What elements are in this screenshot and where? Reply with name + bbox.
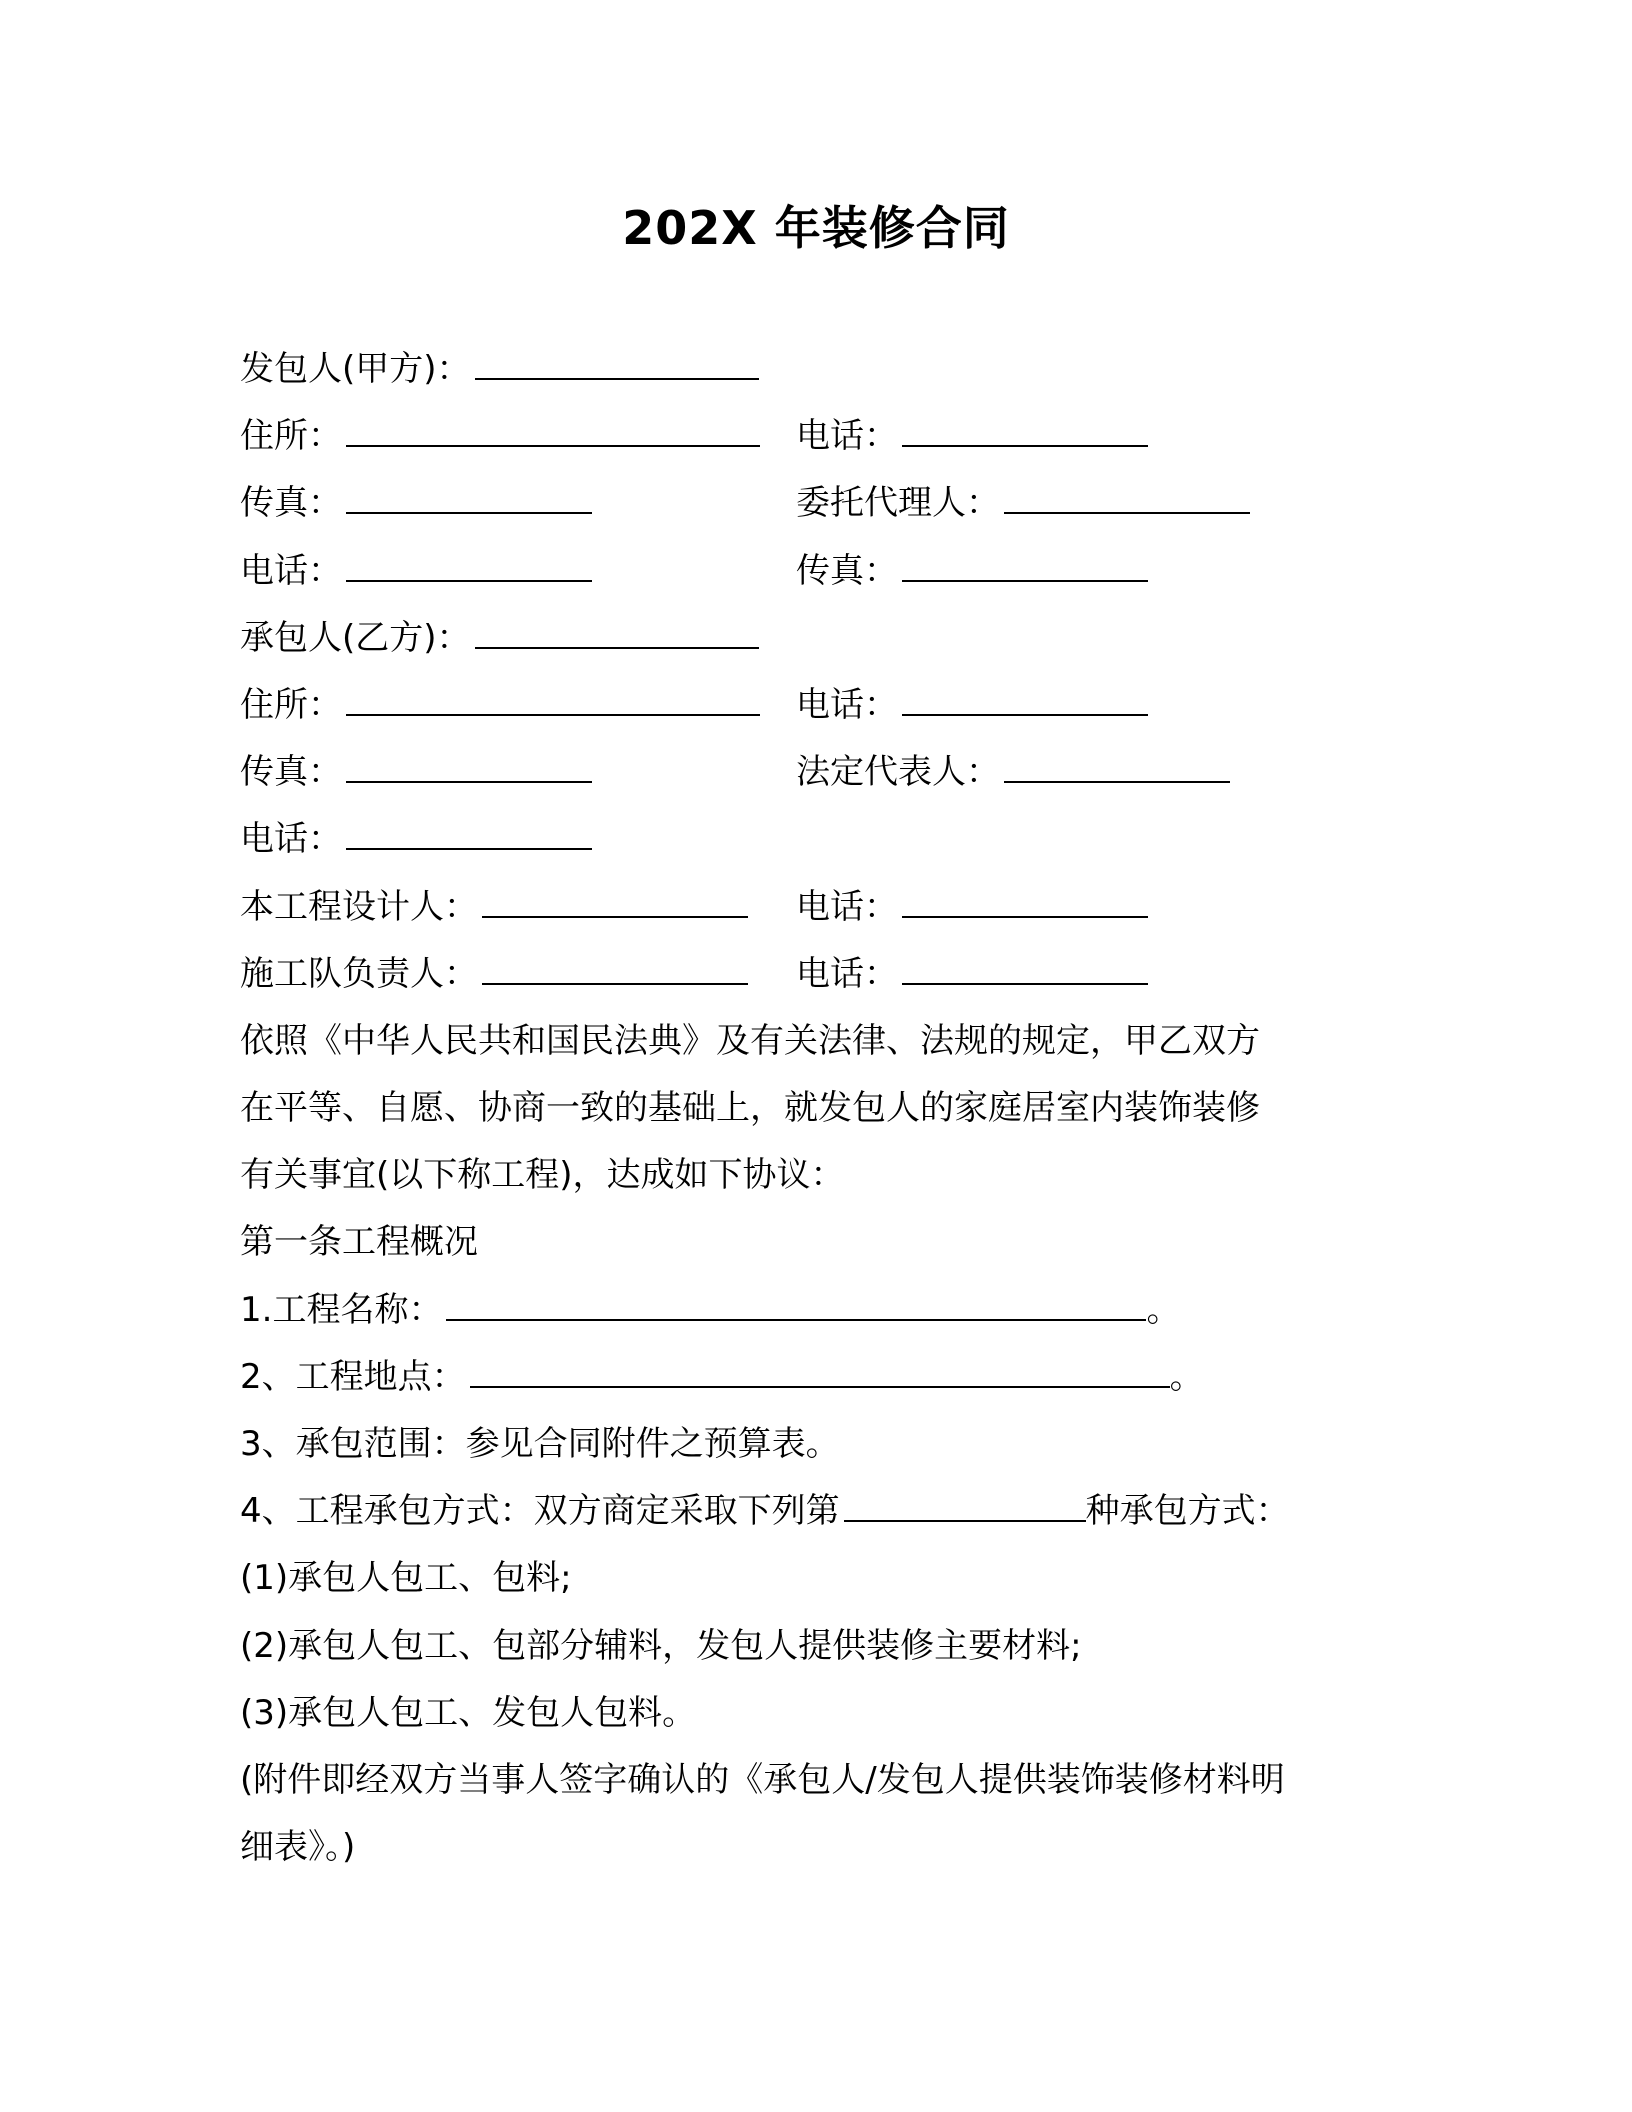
party-a-fax-label: 传真： xyxy=(240,483,342,524)
party-a-phone2-line xyxy=(240,538,1400,605)
party-b-phone xyxy=(796,672,1148,739)
party-b-phone2-line xyxy=(240,806,1400,873)
designer-phone-blank[interactable] xyxy=(902,894,1148,918)
option-2: (2)承包人包工、包部分辅料，发包人提供装修主要材料; xyxy=(240,1625,1082,1666)
team-leader-label: 施工队负责人： xyxy=(240,953,478,994)
party-a-agent-label: 委托代理人： xyxy=(796,483,1000,524)
contract-body xyxy=(240,336,1400,1881)
party-b-phone-blank[interactable] xyxy=(902,692,1148,716)
party-a-blank[interactable] xyxy=(475,356,759,380)
team-leader-line xyxy=(240,941,1400,1008)
party-b-phone-label: 电话： xyxy=(796,684,898,725)
team-leader-blank[interactable] xyxy=(482,961,748,985)
party-b-blank[interactable] xyxy=(475,625,759,649)
project-name-blank[interactable] xyxy=(446,1297,1146,1321)
note-line-1: (附件即经双方当事人签字确认的《承包人/发包人提供装饰装修材料明 xyxy=(240,1759,1285,1800)
party-a-agent-blank[interactable] xyxy=(1004,490,1250,514)
party-a-agent xyxy=(796,470,1250,537)
project-location-line xyxy=(240,1344,1400,1411)
party-a-line xyxy=(240,336,1400,403)
project-name-line xyxy=(240,1277,1400,1344)
team-leader-phone xyxy=(796,941,1148,1008)
party-a-label: 发包人(甲方)： xyxy=(240,349,471,389)
project-name-label: 1.工程名称： xyxy=(240,1289,443,1330)
contract-method-label: 4、工程承包方式：双方商定采取下列第 xyxy=(240,1491,840,1532)
party-b-fax-blank[interactable] xyxy=(346,759,592,783)
party-b-legal-rep-blank[interactable] xyxy=(1004,759,1230,783)
team-leader-phone-label: 电话： xyxy=(796,953,898,994)
project-location-blank[interactable] xyxy=(470,1364,1170,1388)
party-a-phone-label: 电话： xyxy=(796,416,898,457)
designer-label: 本工程设计人： xyxy=(240,886,478,927)
party-a-address-label: 住所： xyxy=(240,416,342,457)
designer-phone-label: 电话： xyxy=(796,886,898,927)
party-b-label: 承包人(乙方)： xyxy=(240,617,471,658)
party-b-legal-rep xyxy=(796,739,1230,806)
party-b-legal-rep-label: 法定代表人： xyxy=(796,752,1000,793)
party-a-fax-blank[interactable] xyxy=(346,490,592,514)
intro-line-3: 有关事宜(以下称工程)，达成如下协议： xyxy=(240,1155,845,1196)
party-b-address-line xyxy=(240,672,1400,739)
intro-line-1: 依照《中华人民共和国民法典》及有关法律、法规的规定，甲乙双方 xyxy=(240,1020,1260,1061)
designer-phone xyxy=(796,874,1148,941)
note-line-2: 细表》。) xyxy=(240,1827,356,1868)
intro-line-2: 在平等、自愿、协商一致的基础上，就发包人的家庭居室内装饰装修 xyxy=(240,1088,1260,1129)
party-a-address-line xyxy=(240,403,1400,470)
party-a-phone2-blank[interactable] xyxy=(346,558,592,582)
scope-line: 3、承包范围：参见合同附件之预算表。 xyxy=(240,1424,840,1464)
party-b-phone2-label: 电话： xyxy=(240,819,342,860)
party-a-phone xyxy=(796,403,1148,470)
party-b-address-blank[interactable] xyxy=(346,692,760,716)
contract-method-end: 种承包方式： xyxy=(1085,1491,1290,1532)
contract-method-line xyxy=(240,1478,1400,1545)
party-a-phone-blank[interactable] xyxy=(902,423,1148,447)
party-b-address-label: 住所： xyxy=(240,684,342,725)
team-leader-phone-blank[interactable] xyxy=(902,961,1148,985)
party-b-line xyxy=(240,605,1400,672)
project-location-label: 2、工程地点： xyxy=(240,1356,466,1397)
page-title: 202X 年装修合同 xyxy=(622,201,1010,255)
party-b-phone2-blank[interactable] xyxy=(346,826,592,850)
project-location-end: 。 xyxy=(1169,1356,1204,1397)
option-3: (3)承包人包工、发包人包料。 xyxy=(240,1692,697,1733)
party-a-address-blank[interactable] xyxy=(346,423,760,447)
party-a-phone2-label: 电话： xyxy=(240,550,342,591)
designer-blank[interactable] xyxy=(482,894,748,918)
party-a-fax2 xyxy=(796,538,1148,605)
article1-heading: 第一条工程概况 xyxy=(240,1222,478,1263)
party-a-fax2-label: 传真： xyxy=(796,550,898,591)
party-a-fax2-blank[interactable] xyxy=(902,558,1148,582)
party-a-fax-line xyxy=(240,470,1400,537)
party-b-fax-line xyxy=(240,739,1400,806)
designer-line xyxy=(240,874,1400,941)
project-name-end: 。 xyxy=(1146,1289,1181,1330)
party-b-fax-label: 传真： xyxy=(240,752,342,793)
option-1: (1)承包人包工、包料; xyxy=(240,1558,572,1599)
contract-method-blank[interactable] xyxy=(844,1498,1086,1522)
